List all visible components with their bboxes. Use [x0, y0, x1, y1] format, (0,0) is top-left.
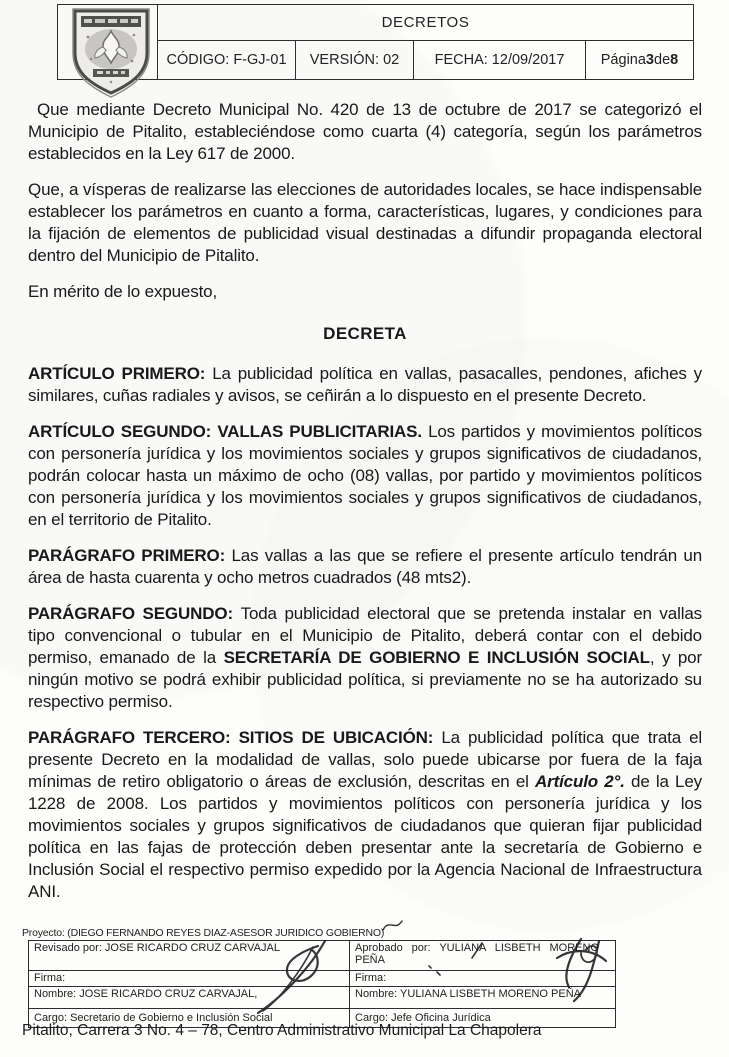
articulo-segundo: ARTÍCULO SEGUNDO: VALLAS PUBLICITARIAS. Los partidos y movimientos políticos con personería jurídica y los movimientos sociales y grupos significativos de ciudadanos, podrán colocar hasta un máximo de ocho (08) vallas, por partido y movimientos políticos con personería jurídica y los movimientos sociales y grupos significativos de ciudadanos, en el territorio de Pitalito. [28, 422, 702, 529]
paragraph-merito: En mérito de lo expuesto, [28, 282, 218, 301]
articulo-primero: ARTÍCULO PRIMERO: La publicidad política en vallas, pasacalles, pendones, afiches y similares, cuñas radiales y avisos, se ceñirán a lo dispuesto en el presente Decreto. [28, 364, 702, 405]
paragrafo-segundo: PARÁGRAFO SEGUNDO: Toda publicidad electoral que se pretenda instalar en vallas tipo convencional o tubular en el Municipio de Pitalito, deberá contar con el debido permiso, emanado de la SECRETARÍA DE GOBIERNO E INCLUSIÓN SOCIAL, y por ningún motivo se podrá exhibir publicidad política, si previamente no se ha autorizado su respectivo permiso. [28, 604, 702, 711]
header-page-number: Página 3 de 8 [600, 52, 679, 68]
firma-left-cell: Firma: [29, 971, 350, 987]
aprobado-por-cell: Aprobado por: YULIANA LISBETH MORENO PEÑA [350, 941, 616, 971]
table-row [29, 987, 616, 1009]
proyecto-credit-line: Proyecto: (DIEGO FERNANDO REYES DIAZ-ASESOR JURIDICO GOBIERNO) [22, 927, 385, 939]
paragrafo-tercero: PARÁGRAFO TERCERO: SITIOS DE UBICACIÓN: La publicidad política que trata el presente Decreto en la modalidad de vallas, solo puede ubicarse por fuera de la faja mínimas de retiro obligatorio o áreas de exclusión, descritas en el Artículo 2°. de la Ley 1228 de 2008. Los partidos y movimientos políticos con personería jurídica y los movimientos sociales y grupos significativos de ciudadanos que quieran fijar publicidad política en las fajas de protección deben presentar ante la secretaría de Gobierno e Inclusión Social el respectivo permiso expedido por la Agencia Nacional de Infraestructura ANI. [28, 728, 702, 901]
table-row [29, 941, 616, 971]
nombre-left-cell: Nombre: JOSE RICARDO CRUZ CARVAJAL, [29, 987, 350, 1009]
table-row [29, 971, 616, 987]
header-version: VERSIÓN: 02 [296, 41, 414, 79]
firma-right-cell: Firma: [350, 971, 616, 987]
decree-body [28, 99, 702, 917]
cargo-right-cell: Cargo: Jefe Oficina Jurídica [350, 1009, 616, 1028]
decreta-heading: DECRETA [323, 324, 407, 343]
pitalito-coat-of-arms-icon [66, 7, 156, 99]
paragraph-considerando-2: Que, a vísperas de realizarse las elecciones de autoridades locales, se hace indispensable establecer los parámetros en cuanto a forma, características, lugares, y condiciones para la fijación de elementos de publicidad visual destinadas a difundir propaganda electoral dentro del Municipio de Pitalito. [28, 180, 702, 265]
ani-flourish-mark [383, 921, 402, 930]
nombre-right-cell: Nombre: YULIANA LISBETH MORENO PEÑA [350, 987, 616, 1009]
address-line: Pitalito, Carrera 3 No. 4 – 78, Centro Administrativo Municipal La Chapolera [22, 1022, 542, 1039]
signature-table [28, 940, 616, 1028]
paragrafo-primero: PARÁGRAFO PRIMERO: Las vallas a las que se refiere el presente artículo tendrán un área de hasta cuarenta y ocho metros cuadrados (48 mts2). [28, 546, 702, 587]
cargo-left-cell: Cargo: Secretario de Gobierno e Inclusión Social [29, 1009, 350, 1028]
header-meta-row [158, 41, 693, 79]
paragraph-considerando-1: Que mediante Decreto Municipal No. 420 de 13 de octubre de 2017 se categorizó el Municipio de Pitalito, estableciéndose como cuarta (4) categoría, según los parámetros establecidos en la Ley 617 de 2000. [28, 100, 702, 163]
header-right-section [158, 5, 693, 79]
revisado-por-cell: Revisado por: JOSE RICARDO CRUZ CARVAJAL [29, 941, 350, 971]
document-type-title: DECRETOS [158, 5, 693, 41]
header-codigo: CÓDIGO: F-GJ-01 [158, 41, 296, 79]
header-fecha: FECHA: 12/09/2017 [414, 41, 586, 79]
